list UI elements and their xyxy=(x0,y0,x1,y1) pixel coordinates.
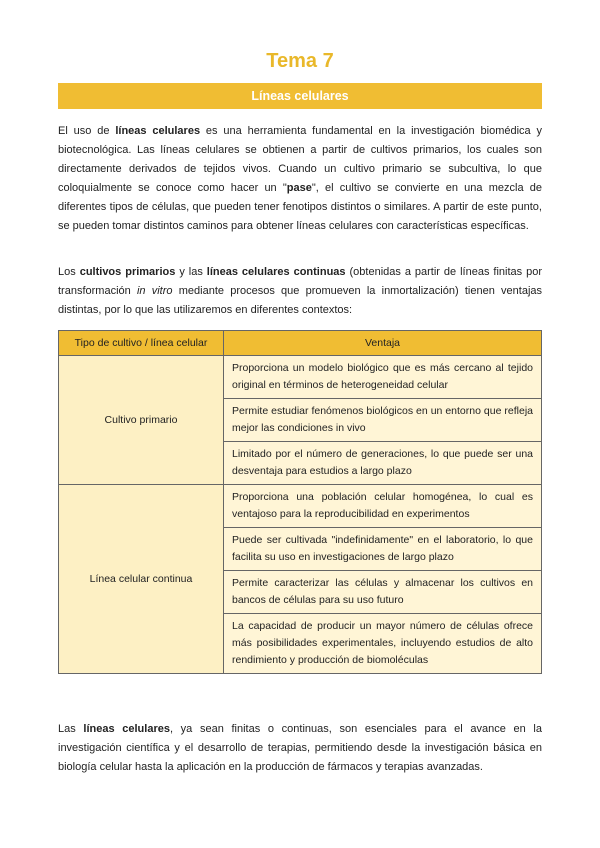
conclusion-paragraph xyxy=(58,720,542,777)
text-run: y las xyxy=(175,266,207,278)
italic-term: in vitro xyxy=(136,285,173,297)
text-run: Las xyxy=(58,723,84,735)
bold-term: cultivos primarios xyxy=(79,266,176,278)
column-header-type: Tipo de cultivo / línea celular xyxy=(59,331,224,356)
text-run: es una herramienta fundamental en la investigación biomédica y biotecnológica. Las líneas celulares se obtienen a partir de cultivos primarios, los cuales son directamente derivados de tejidos vivos. Cuando un cultivo primario se subcultiva, lo que coloquialmente se conoce como hacer un " xyxy=(58,125,543,194)
type-cell: Línea celular continua xyxy=(59,485,224,674)
table-header-row xyxy=(59,331,542,356)
intro-paragraph xyxy=(58,122,542,236)
bold-term: líneas celulares xyxy=(83,723,170,735)
advantage-cell: Proporciona una población celular homogénea, lo cual es ventajoso para la reproducibilidad en experimentos xyxy=(224,485,542,528)
table-row xyxy=(59,485,542,528)
bold-term: pase xyxy=(286,182,312,194)
text-run: Los xyxy=(58,266,80,278)
advantage-cell: Proporciona un modelo biológico que es más cercano al tejido original en términos de heterogeneidad celular xyxy=(224,356,542,399)
text-run: ", el cultivo se convierte en una mezcla de diferentes tipos de células, que pueden tener fenotipos distintos o similares. A partir de este punto, se pueden tomar distintos caminos para obtener líneas celulares con características específicas. xyxy=(58,182,542,232)
advantages-table xyxy=(58,330,542,674)
advantage-cell: La capacidad de producir un mayor número de células ofrece más posibilidades experimentales, incluyendo estudios de alto rendimiento y producción de biomoléculas xyxy=(224,614,542,674)
text-run: El uso de xyxy=(58,125,116,137)
advantage-cell: Limitado por el número de generaciones, lo que puede ser una desventaja para estudios a largo plazo xyxy=(224,442,542,485)
section-banner: Líneas celulares xyxy=(58,83,542,109)
page-title: Tema 7 xyxy=(266,50,334,72)
advantage-cell: Permite caracterizar las células y almacenar los cultivos en bancos de células para su uso futuro xyxy=(224,571,542,614)
comparison-paragraph xyxy=(58,263,542,320)
column-header-advantage: Ventaja xyxy=(224,331,542,356)
text-run: (obtenidas a partir de líneas finitas por transformación xyxy=(58,266,542,297)
text-run: , ya sean finitas o continuas, son esenciales para el avance en la investigación científica y el desarrollo de terapias, permitiendo desde la investigación básica en biología celular hasta la aplicación en la producción de fármacos y terapias avanzadas. xyxy=(58,723,542,773)
bold-term: líneas celulares continuas xyxy=(206,266,346,278)
advantage-cell: Puede ser cultivada "indefinidamente" en el laboratorio, lo que facilita su uso en investigaciones de largo plazo xyxy=(224,528,542,571)
bold-term: líneas celulares xyxy=(115,125,201,137)
advantage-cell: Permite estudiar fenómenos biológicos en un entorno que refleja mejor las condiciones in vivo xyxy=(224,399,542,442)
text-run: mediante procesos que promueven la inmortalización) tienen ventajas distintas, por lo que las utilizaremos en diferentes contextos: xyxy=(58,285,543,316)
type-cell: Cultivo primario xyxy=(59,356,224,485)
table-row xyxy=(59,356,542,399)
